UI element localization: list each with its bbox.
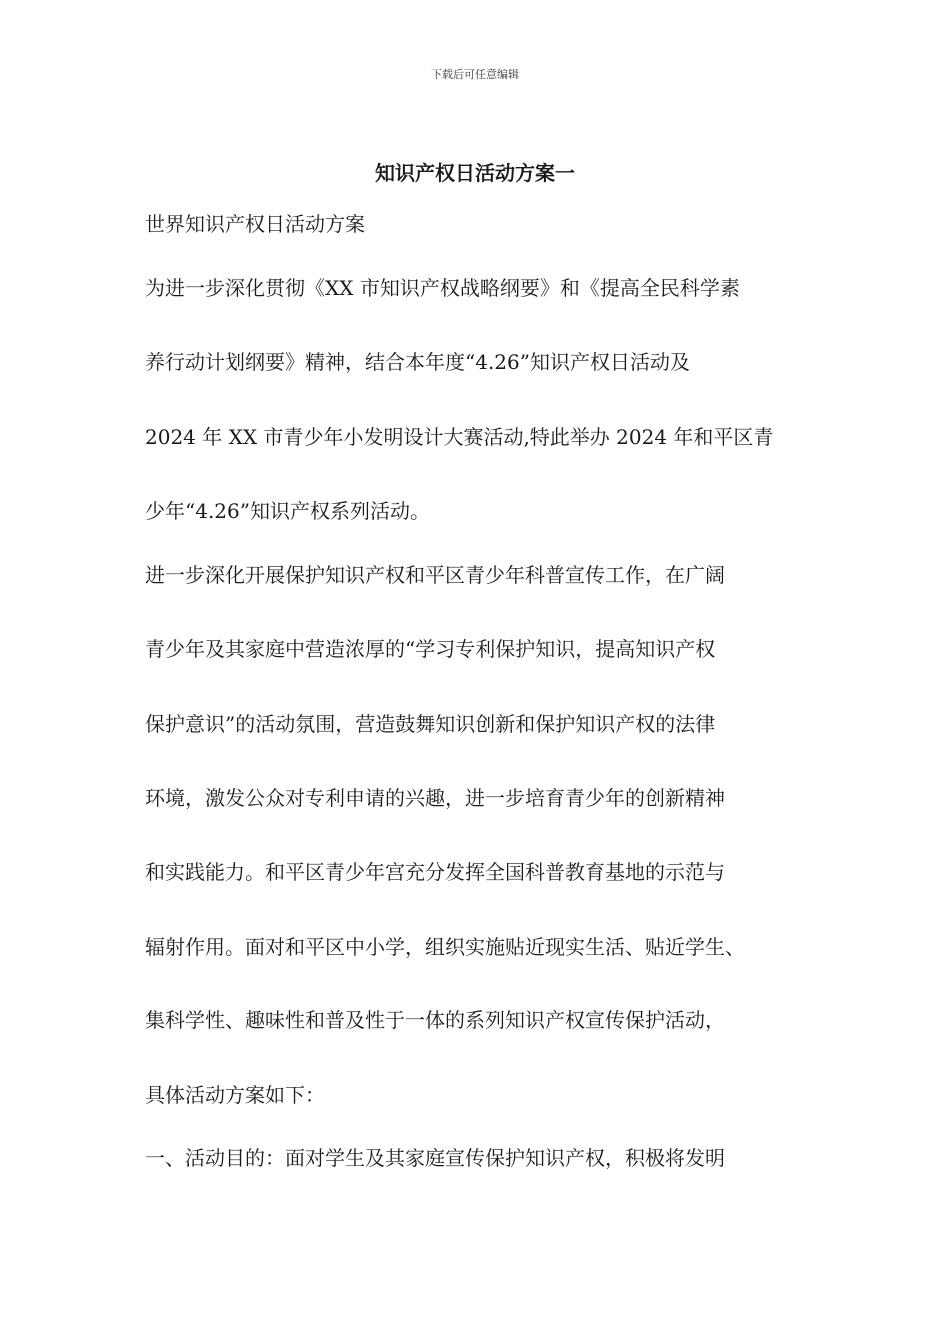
page-header: 下载后可任意编辑 — [431, 68, 519, 81]
document-title: 知识产权日活动方案一 — [375, 161, 575, 185]
body-line: 进一步深化开展保护知识产权和平区青少年科普宣传工作，在广阔 — [145, 563, 725, 587]
body-line: 集科学性、趣味性和普及性于一体的系列知识产权宣传保护活动， — [145, 1008, 725, 1032]
body-line: 2024 年 XX 市青少年小发明设计大赛活动,特此举办 2024 年和平区青 — [145, 425, 774, 449]
body-line: 青少年及其家庭中营造浓厚的“学习专利保护知识，提高知识产权 — [145, 637, 716, 661]
body-line: 为进一步深化贯彻《XX 市知识产权战略纲要》和《提高全民科学素 — [145, 276, 740, 300]
body-line: 保护意识”的活动氛围，营造鼓舞知识创新和保护知识产权的法律 — [145, 712, 716, 736]
body-line: 养行动计划纲要》精神，结合本年度“4.26”知识产权日活动及 — [145, 350, 690, 374]
body-line: 少年“4.26”知识产权系列活动。 — [145, 499, 430, 523]
body-line: 一、活动目的：面对学生及其家庭宣传保护知识产权，积极将发明 — [145, 1146, 725, 1170]
body-line: 环境，激发公众对专利申请的兴趣，进一步培育青少年的创新精神 — [145, 786, 725, 810]
body-line: 辐射作用。面对和平区中小学，组织实施贴近现实生活、贴近学生、 — [145, 935, 745, 959]
body-line: 和实践能力。和平区青少年宫充分发挥全国科普教育基地的示范与 — [145, 860, 725, 884]
body-line: 具体活动方案如下： — [145, 1083, 325, 1107]
subtitle-line: 世界知识产权日活动方案 — [145, 212, 365, 236]
